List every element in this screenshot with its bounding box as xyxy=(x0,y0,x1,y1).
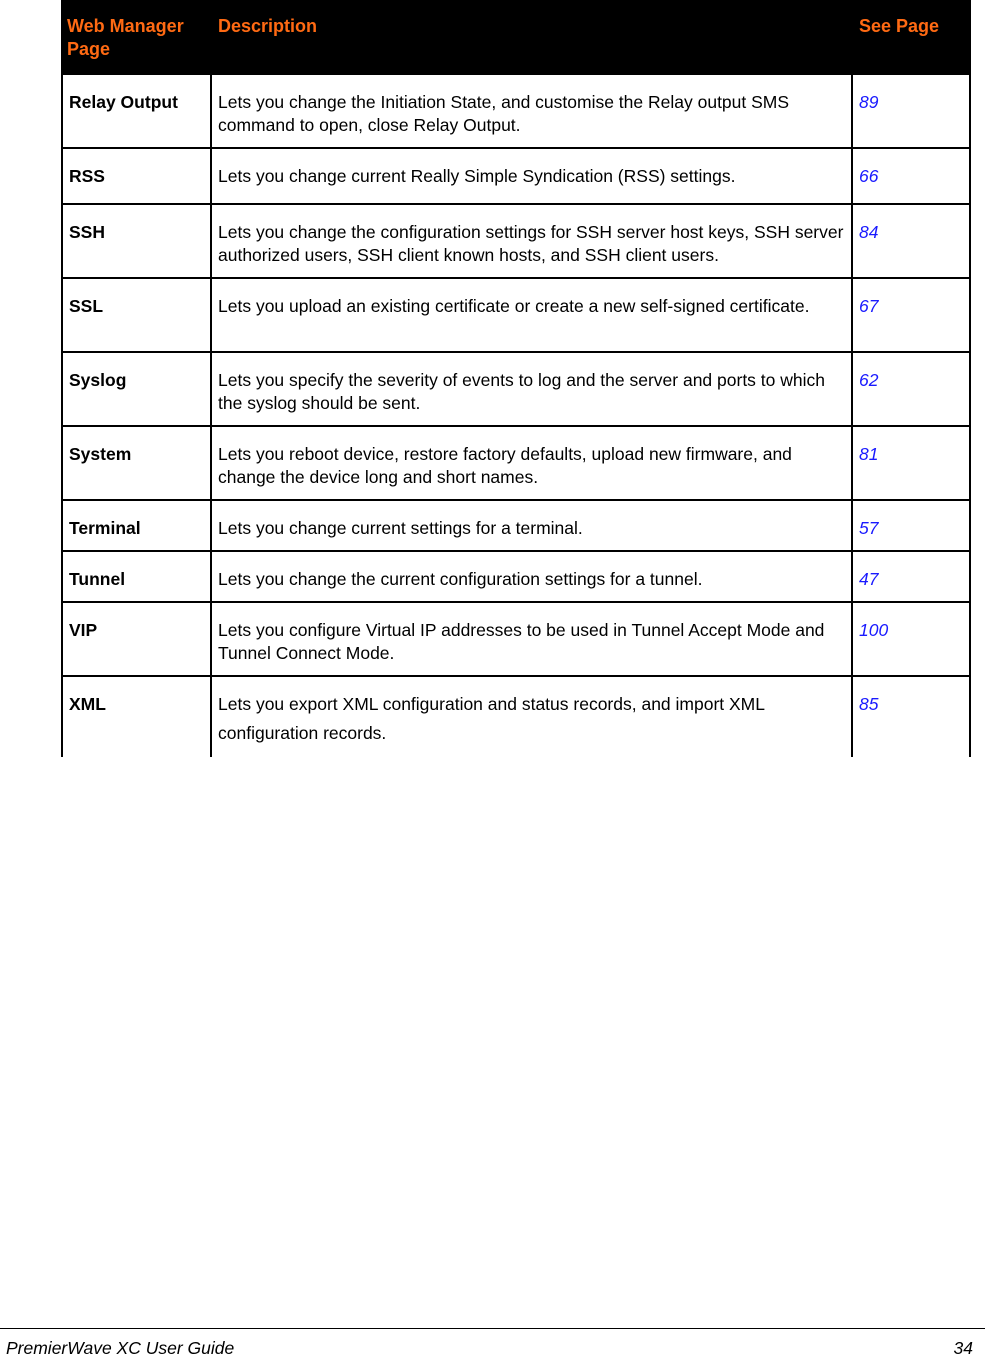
row-description: Lets you change the current configuration settings for a tunnel. xyxy=(212,552,853,601)
row-description: Lets you configure Virtual IP addresses to be used in Tunnel Accept Mode and Tunnel Connect Mode. xyxy=(212,603,853,675)
table-row xyxy=(61,149,971,205)
header-description: Description xyxy=(218,16,318,36)
row-description: Lets you upload an existing certificate or create a new self-signed certificate. xyxy=(212,279,853,351)
footer-page-number: 34 xyxy=(953,1338,973,1358)
table-row xyxy=(61,501,971,552)
row-see-page-link[interactable]: 57 xyxy=(853,501,971,550)
table-row xyxy=(61,279,971,353)
header-see-page: See Page xyxy=(859,16,940,36)
row-page-name: Relay Output xyxy=(61,75,212,147)
row-page-name: System xyxy=(61,427,212,499)
row-see-page-link[interactable]: 81 xyxy=(853,427,971,499)
row-description: Lets you change the configuration settings for SSH server host keys, SSH server authorized users, SSH client known hosts, and SSH client users. xyxy=(212,205,853,277)
row-page-name: SSH xyxy=(61,205,212,277)
row-see-page-link[interactable]: 84 xyxy=(853,205,971,277)
row-see-page-link[interactable]: 85 xyxy=(853,677,971,757)
table-row xyxy=(61,205,971,279)
table-row xyxy=(61,603,971,677)
header-web-manager-page: Web Manager Page xyxy=(67,16,184,59)
row-see-page-link[interactable]: 89 xyxy=(853,75,971,147)
row-page-name: Tunnel xyxy=(61,552,212,601)
row-description: Lets you change current Really Simple Syndication (RSS) settings. xyxy=(212,149,853,203)
table-row xyxy=(61,677,971,757)
row-page-name: VIP xyxy=(61,603,212,675)
table-row xyxy=(61,75,971,149)
row-page-name: Terminal xyxy=(61,501,212,550)
row-description: Lets you reboot device, restore factory defaults, upload new firmware, and change the device long and short names. xyxy=(212,427,853,499)
web-manager-pages-table xyxy=(61,0,971,757)
table-row xyxy=(61,427,971,501)
row-see-page-link[interactable]: 62 xyxy=(853,353,971,425)
table-row xyxy=(61,353,971,427)
footer-document-title: PremierWave XC User Guide xyxy=(6,1338,235,1358)
row-page-name: SSL xyxy=(61,279,212,351)
row-description: Lets you specify the severity of events to log and the server and ports to which the syslog should be sent. xyxy=(212,353,853,425)
footer-divider xyxy=(0,1328,985,1329)
row-description: Lets you change the Initiation State, and customise the Relay output SMS command to open, close Relay Output. xyxy=(212,75,853,147)
table-header xyxy=(61,0,971,75)
row-see-page-link[interactable]: 67 xyxy=(853,279,971,351)
row-see-page-link[interactable]: 47 xyxy=(853,552,971,601)
row-page-name: XML xyxy=(61,677,212,757)
row-page-name: RSS xyxy=(61,149,212,203)
row-see-page-link[interactable]: 100 xyxy=(853,603,971,675)
row-page-name: Syslog xyxy=(61,353,212,425)
table-row xyxy=(61,552,971,603)
row-description: Lets you change current settings for a terminal. xyxy=(212,501,853,550)
row-see-page-link[interactable]: 66 xyxy=(853,149,971,203)
row-description: Lets you export XML configuration and status records, and import XML configuration records. xyxy=(212,677,853,757)
